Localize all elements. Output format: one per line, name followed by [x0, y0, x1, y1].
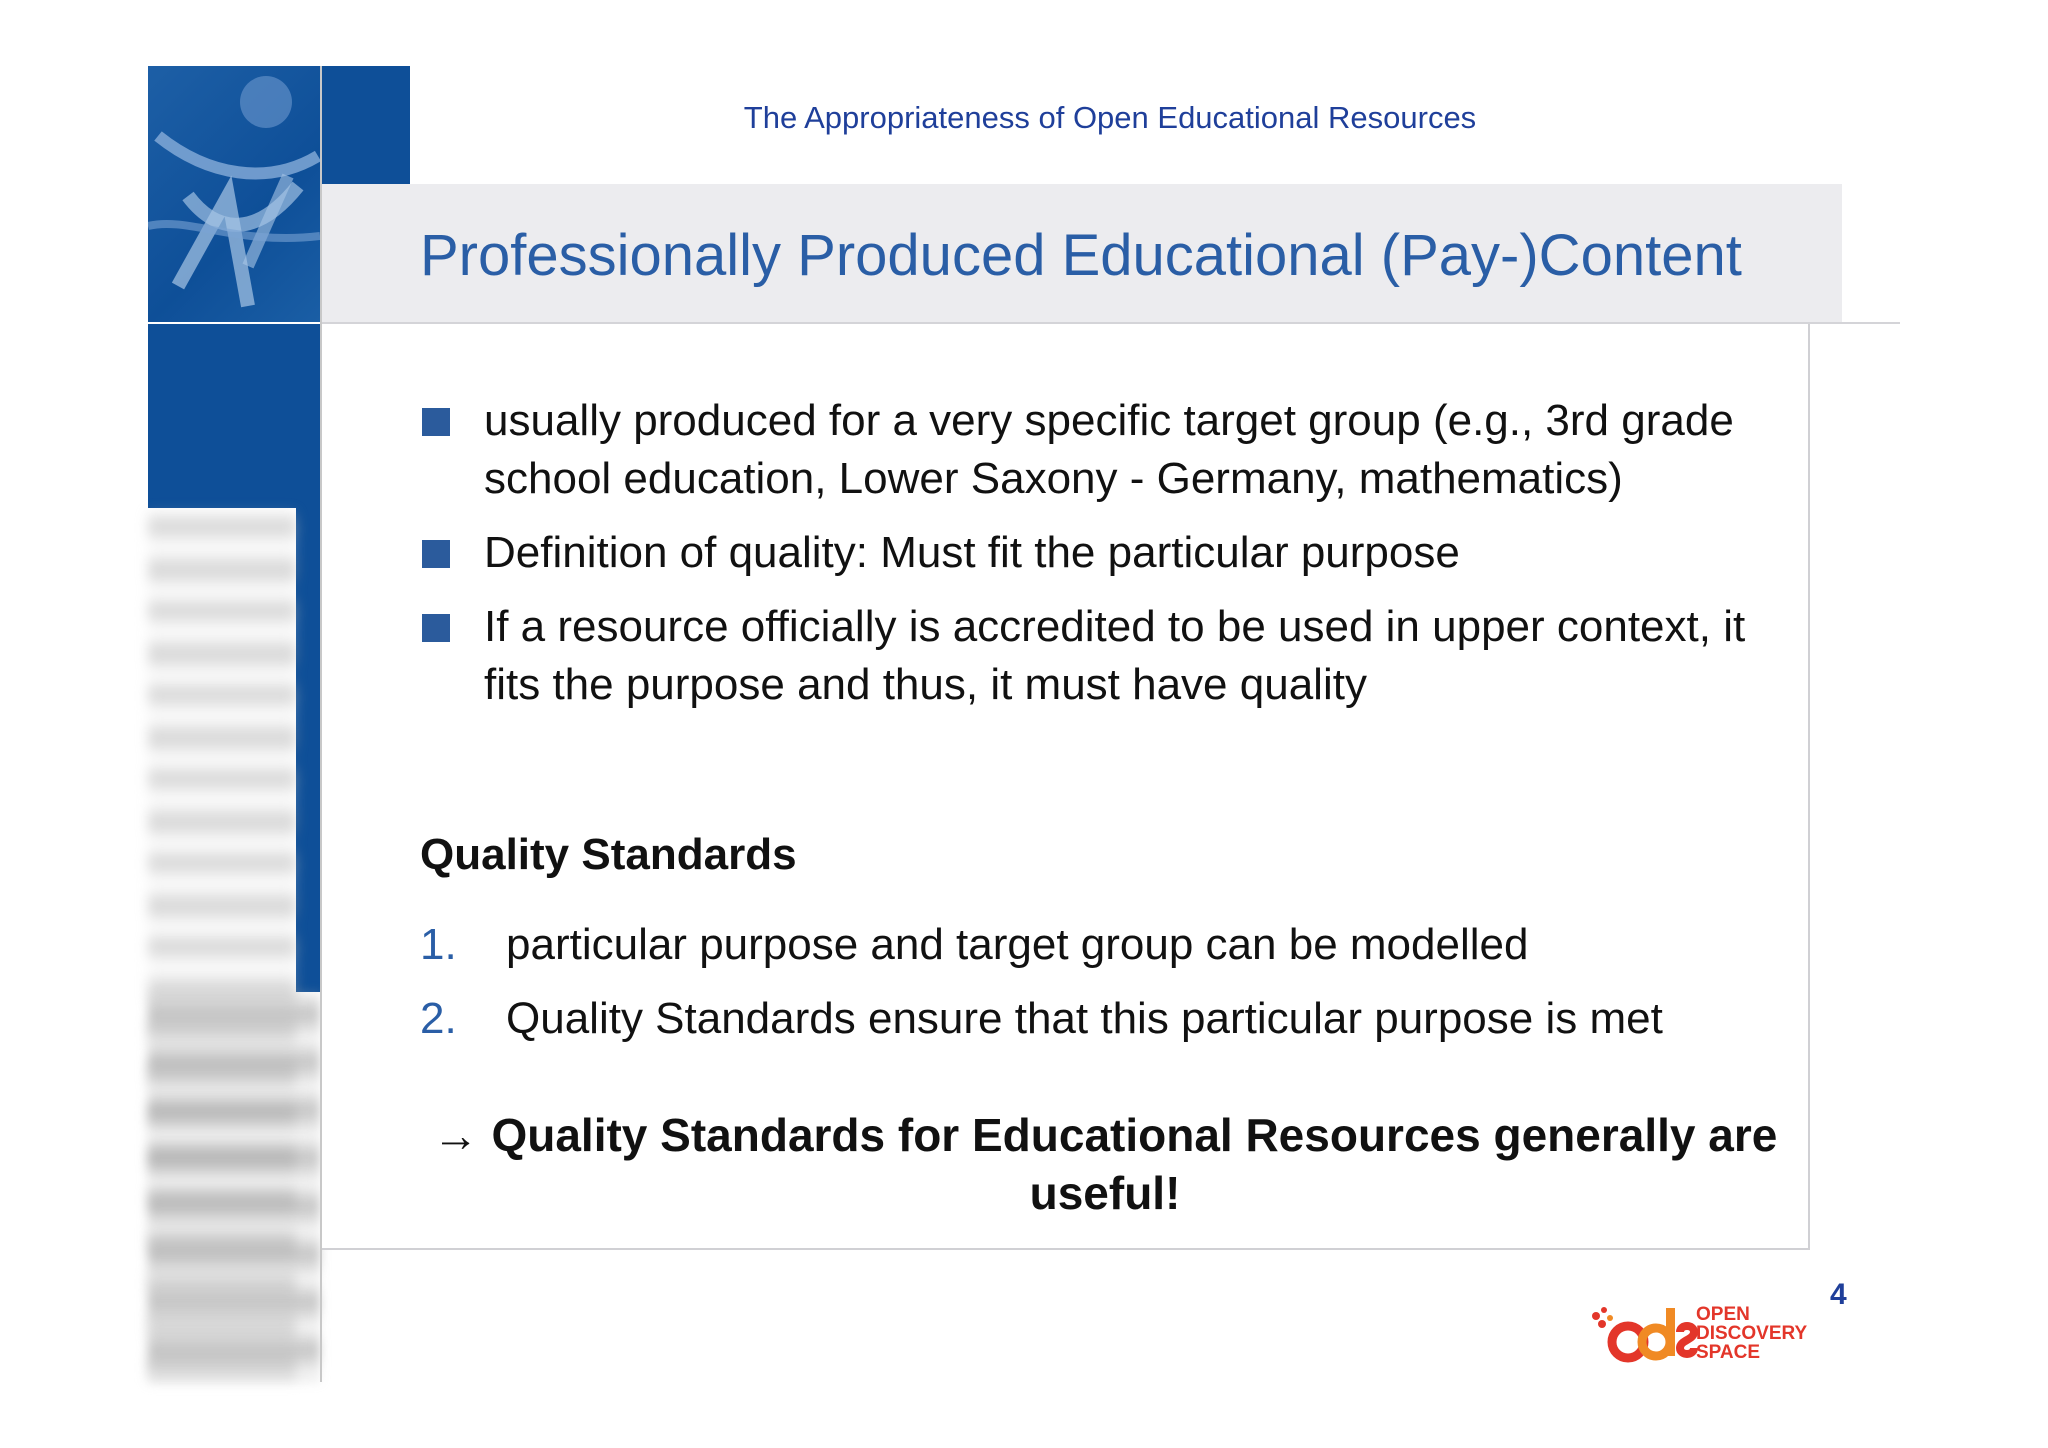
numbered-list	[420, 916, 1820, 1064]
conclusion-text: Quality Standards for Educational Resources generally are useful!	[491, 1109, 1778, 1219]
item-number: 1.	[420, 920, 457, 969]
bullet-item	[420, 598, 1780, 714]
bullet-text: usually produced for a very specific target group (e.g., 3rd grade school education, Lower Saxony - Germany, mathematics)	[484, 396, 1734, 503]
decorative-thin-bar	[296, 508, 320, 992]
decorative-figure-logo	[148, 66, 320, 322]
ods-logo-line: OPEN	[1696, 1304, 1750, 1325]
bullet-square-icon	[422, 540, 450, 568]
ods-logo-line: SPACE	[1696, 1342, 1761, 1363]
bullet-item	[420, 392, 1780, 508]
decorative-blue-bar	[148, 324, 320, 508]
bullet-text: Definition of quality: Must fit the particular purpose	[484, 528, 1460, 577]
bullet-list	[420, 392, 1780, 730]
item-text: Quality Standards ensure that this particular purpose is met	[506, 994, 1663, 1043]
item-text: particular purpose and target group can be modelled	[506, 920, 1529, 969]
ods-logo-text	[1696, 1305, 1807, 1362]
item-number: 2.	[420, 994, 457, 1043]
numbered-item	[420, 990, 1820, 1048]
figure-icon	[148, 66, 320, 322]
bullet-square-icon	[422, 408, 450, 436]
page-number: 4	[1830, 1278, 1847, 1311]
bullet-item	[420, 524, 1780, 582]
bullet-text: If a resource officially is accredited to be used in upper context, it fits the purpose and thus, it must have quality	[484, 602, 1746, 709]
arrow-right-icon: →	[432, 1109, 479, 1161]
quality-standards-heading: Quality Standards	[420, 830, 797, 879]
slide-title: Professionally Produced Educational (Pay-)Content	[420, 223, 1742, 288]
conclusion-statement	[420, 1106, 1790, 1222]
ods-logo-line: DISCOVERY	[1696, 1323, 1808, 1344]
decorative-block	[322, 66, 410, 184]
decorative-blur-strip-lower	[148, 992, 320, 1382]
bullet-square-icon	[422, 614, 450, 642]
numbered-item	[420, 916, 1820, 974]
header-subtitle: The Appropriateness of Open Educational Resources	[743, 100, 1477, 135]
